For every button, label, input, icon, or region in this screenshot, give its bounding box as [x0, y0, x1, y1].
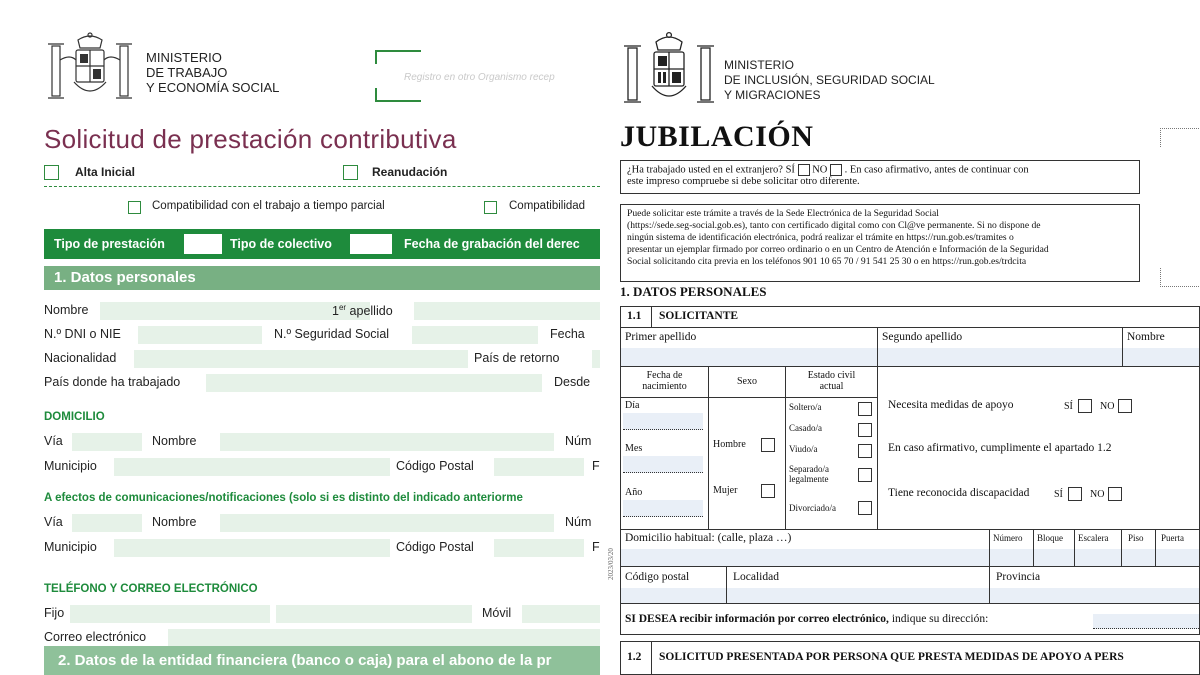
sexo-cell — [708, 366, 786, 530]
provincia-label: Provincia — [996, 571, 1041, 583]
escalera-field[interactable] — [1075, 549, 1121, 566]
registry-bracket-bottom — [375, 88, 421, 102]
bloque-field[interactable] — [1034, 549, 1074, 566]
mes-field[interactable] — [623, 456, 703, 473]
ministry-name — [146, 50, 279, 95]
piso-cell — [1121, 529, 1156, 567]
ministry-line-3: Y ECONOMÍA SOCIAL — [146, 80, 280, 95]
mes-label: Mes — [625, 443, 643, 454]
municipio-field[interactable] — [114, 458, 390, 476]
notificaciones-heading: A efectos de comunicaciones/notificaciones (solo si es distinto del indicado anteriorme — [44, 492, 523, 504]
codigo-postal-cell — [620, 566, 727, 604]
ministry-line-2: DE TRABAJO — [146, 65, 228, 80]
fecha-nacimiento-cell — [620, 366, 709, 530]
alta-inicial-checkbox[interactable] — [44, 165, 59, 180]
sub-1-1-label: SOLICITANTE — [659, 310, 739, 322]
domicilio-f-label: F — [592, 459, 600, 473]
fecha-label: Fecha — [550, 327, 585, 341]
coat-of-arms-icon — [44, 30, 136, 110]
right-document — [600, 0, 1200, 675]
section-2-title: 2. Datos de la entidad financiera (banco o caja) para el abono de la pr — [58, 652, 552, 669]
movil-label: Móvil — [482, 606, 512, 620]
tipo-colectivo-label: Tipo de colectivo — [230, 237, 332, 251]
ministry-name — [724, 58, 935, 103]
nombre-field[interactable] — [100, 302, 370, 320]
dia-field[interactable] — [623, 413, 703, 430]
sexo-header: Sexo — [737, 376, 757, 387]
notif-municipio-field[interactable] — [114, 539, 390, 557]
via-label: Vía — [44, 434, 63, 448]
numero-label: Número — [993, 533, 1023, 543]
codigo-postal-field[interactable] — [621, 588, 726, 603]
domicilio-via-row — [44, 431, 600, 453]
anio-label: Año — [625, 487, 643, 498]
alta-inicial-label: Alta Inicial — [75, 165, 136, 179]
ministry-line-2: DE INCLUSIÓN, SEGURIDAD SOCIAL — [724, 73, 935, 87]
extranjero-no-checkbox[interactable] — [830, 164, 842, 176]
estado-civil-cell — [785, 366, 878, 530]
cp-label: Código Postal — [396, 459, 474, 473]
registry-bracket-bottom — [1160, 268, 1200, 287]
email-field[interactable] — [1093, 614, 1199, 629]
form-title: Solicitud de prestación contributiva — [44, 124, 457, 154]
notif-municipio-row — [44, 537, 600, 559]
escalera-cell — [1074, 529, 1122, 567]
ministry-line-1: MINISTERIO — [146, 50, 222, 65]
apoyo-cell — [877, 366, 1200, 530]
domicilio-nombre-field[interactable] — [220, 433, 554, 451]
nss-label: N.º Seguridad Social — [274, 327, 390, 341]
segundo-apellido-cell — [877, 327, 1123, 367]
sub-1-1-divider — [651, 307, 652, 327]
coat-of-arms-icon — [622, 30, 716, 112]
sede-line-2: (https://sede.seg-social.gob.es), tanto con certificado digital como con Cl@ve permanente. Si no dispone de — [627, 220, 1041, 231]
sub-1-2-number: 1.2 — [627, 651, 642, 663]
section-1-header — [44, 266, 600, 290]
primer-apellido-cell — [620, 327, 878, 367]
notif-via-row — [44, 512, 600, 534]
piso-field[interactable] — [1122, 549, 1155, 566]
email-label-rest: indique su dirección: — [888, 613, 989, 625]
hombre-label: Hombre — [713, 439, 746, 450]
bloque-cell — [1033, 529, 1075, 567]
fecha-divider — [621, 397, 708, 398]
dni-field[interactable] — [138, 326, 262, 344]
viudo-checkbox[interactable] — [858, 444, 872, 458]
notif-via-field[interactable] — [72, 514, 142, 532]
estado-civil-line-1: Estado civil — [807, 370, 856, 381]
contacto-heading: TELÉFONO Y CORREO ELECTRÓNICO — [44, 583, 258, 595]
domicilio-field[interactable] — [621, 549, 989, 566]
nacionalidad-row — [44, 348, 600, 370]
fecha-grabacion-label: Fecha de grabación del derec — [404, 237, 580, 251]
ministry-line-3: Y MIGRACIONES — [724, 88, 821, 102]
separado-label: Separado/a legalmente — [789, 464, 829, 484]
mujer-label: Mujer — [713, 485, 738, 496]
nombre-field[interactable] — [1123, 348, 1199, 366]
compat-other-label: Compatibilidad — [509, 200, 586, 212]
fecha-nacimiento-header — [621, 370, 708, 392]
apellido1-number: 1 — [332, 304, 339, 319]
discapacidad-label: Tiene reconocida discapacidad — [888, 487, 1030, 499]
discapacidad-si-checkbox[interactable] — [1068, 487, 1082, 501]
section-1-title: 1. Datos personales — [54, 269, 196, 286]
section-2-header — [44, 646, 600, 675]
apoyo-no-checkbox[interactable] — [1118, 399, 1132, 413]
via-field[interactable] — [72, 433, 142, 451]
apoyo-label: Necesita medidas de apoyo — [888, 399, 1014, 411]
sub-1-1-header — [620, 306, 1200, 328]
soltero-checkbox[interactable] — [858, 402, 872, 416]
tipo-prestacion-field[interactable] — [184, 234, 222, 254]
sub-1-1-number: 1.1 — [627, 310, 642, 322]
pais-retorno-label: País de retorno — [474, 351, 560, 365]
fijo-field-2[interactable] — [276, 605, 472, 623]
pais-trabajado-row — [44, 372, 600, 394]
notif-via-label: Vía — [44, 515, 63, 529]
tipo-prestacion-label: Tipo de prestación — [54, 237, 165, 251]
cp-field[interactable] — [494, 458, 584, 476]
notif-cp-field[interactable] — [494, 539, 584, 557]
dia-label: Día — [625, 400, 640, 411]
sub-1-2-label: SOLICITUD PRESENTADA POR PERSONA QUE PRESTA MEDIDAS DE APOYO A PERS — [659, 651, 1124, 663]
dashed-divider — [44, 186, 600, 187]
anio-field[interactable] — [623, 500, 703, 517]
reanudacion-label: Reanudación — [372, 165, 448, 179]
divorciado-label: Divorciado/a — [789, 503, 836, 513]
email-label-bold: SI DESEA recibir información por correo electrónico, — [625, 613, 889, 625]
divorciado-checkbox[interactable] — [858, 501, 872, 515]
nombre-label: Nombre — [44, 303, 89, 317]
correo-field[interactable] — [168, 629, 600, 647]
ministry-line-1: MINISTERIO — [724, 58, 795, 72]
sede-line-4: presentar un ejemplar firmado por correo ordinario o en un Centro de Atención e Información de la Seguridad — [627, 244, 1049, 255]
correo-label: Correo electrónico — [44, 630, 147, 644]
nacionalidad-label: Nacionalidad — [44, 351, 117, 365]
side-code: 2023/03/20 — [607, 548, 615, 580]
discapacidad-si-label: SÍ — [1054, 489, 1063, 500]
puerta-cell — [1155, 529, 1200, 567]
pais-trabajado-field[interactable] — [206, 374, 542, 392]
extranjero-no-label: NO — [812, 164, 828, 176]
numero-label: Núm — [565, 434, 592, 448]
compat-parcial-label: Compatibilidad con el trabajo a tiempo parcial — [152, 200, 385, 212]
extranjero-si-checkbox[interactable] — [798, 164, 810, 176]
pais-retorno-field[interactable] — [592, 350, 600, 368]
municipio-row — [44, 456, 600, 478]
nombre-cell — [1122, 327, 1200, 367]
bloque-label: Bloque — [1037, 533, 1063, 543]
municipio-label: Municipio — [44, 459, 97, 473]
nombre-label: Nombre — [1127, 331, 1165, 343]
notif-f-label: F — [592, 540, 600, 554]
notif-nombre-label: Nombre — [152, 515, 197, 529]
domicilio-cell — [620, 529, 990, 567]
movil-field[interactable] — [522, 605, 600, 623]
compat-other-checkbox[interactable] — [484, 201, 497, 214]
pais-trabajado-label: País donde ha trabajado — [44, 375, 181, 389]
dni-row — [44, 324, 600, 346]
domicilio-label: Domicilio habitual: (calle, plaza …) — [625, 532, 792, 544]
compat-parcial-checkbox[interactable] — [128, 201, 141, 214]
segundo-apellido-label: Segundo apellido — [882, 331, 963, 343]
fijo-field[interactable] — [70, 605, 270, 623]
escalera-label: Escalera — [1078, 533, 1109, 543]
extranjero-line-1 — [627, 164, 1133, 176]
apoyo-no-label: NO — [1100, 401, 1115, 412]
sub-1-2-divider — [651, 642, 652, 674]
apellido1-superscript: er — [338, 303, 347, 312]
apellido1-label — [332, 303, 393, 318]
notif-cp-label: Código Postal — [396, 540, 474, 554]
domicilio-nombre-label: Nombre — [152, 434, 197, 448]
email-cell — [620, 603, 1200, 635]
casado-checkbox[interactable] — [858, 423, 872, 437]
nombre-row — [44, 300, 600, 322]
apoyo-si-label: SÍ — [1064, 401, 1073, 412]
fijo-label: Fijo — [44, 606, 65, 620]
sub-1-2-header — [620, 641, 1200, 675]
localidad-field[interactable] — [727, 588, 989, 603]
extranjero-question: ¿Ha trabajado usted en el extranjero? SÍ — [627, 164, 795, 176]
estado-civil-header — [786, 370, 877, 392]
puerta-label: Puerta — [1161, 533, 1184, 543]
segundo-apellido-field[interactable] — [878, 348, 1122, 366]
estado-divider — [786, 397, 877, 398]
separado-checkbox[interactable] — [858, 468, 872, 482]
sede-line-5: Social solicitando cita previa en los teléfonos 901 10 65 70 / 91 541 25 30 o en https://run.gob.es/trdcita — [627, 256, 1027, 267]
form-title: JUBILACIÓN — [620, 120, 814, 153]
discapacidad-no-label: NO — [1090, 489, 1105, 500]
extranjero-box — [620, 160, 1140, 194]
desde-label: Desde — [554, 375, 591, 389]
domicilio-heading: DOMICILIO — [44, 411, 105, 423]
soltero-label: Soltero/a — [789, 402, 822, 412]
provincia-field[interactable] — [990, 588, 1199, 603]
casado-label: Casado/a — [789, 423, 822, 433]
nacionalidad-field[interactable] — [134, 350, 468, 368]
codigo-postal-label: Código postal — [625, 571, 690, 583]
discapacidad-no-checkbox[interactable] — [1108, 487, 1122, 501]
estado-civil-line-2: actual — [819, 381, 844, 392]
viudo-label: Viudo/a — [789, 444, 818, 454]
numero-field[interactable] — [990, 549, 1033, 566]
notif-numero-label: Núm — [565, 515, 592, 529]
tipo-colectivo-field[interactable] — [350, 234, 392, 254]
numero-cell — [989, 529, 1034, 567]
apoyo-si-checkbox[interactable] — [1078, 399, 1092, 413]
section-1-title: 1. DATOS PERSONALES — [620, 284, 767, 299]
sede-line-3: ningún sistema de identificación electrónica, podrá realizar el trámite en https://run.gob.es/tramites o — [627, 232, 1014, 243]
apellido1-field[interactable] — [414, 302, 600, 320]
localidad-cell — [726, 566, 990, 604]
telefono-row — [44, 603, 600, 625]
sexo-divider — [709, 397, 785, 398]
piso-label: Piso — [1128, 533, 1144, 543]
registry-bracket-top — [1160, 128, 1200, 147]
primer-apellido-field[interactable] — [621, 348, 877, 366]
puerta-field[interactable] — [1156, 549, 1199, 566]
apellido1-text: apellido — [346, 304, 393, 319]
reanudacion-checkbox[interactable] — [343, 165, 358, 180]
notif-municipio-label: Municipio — [44, 540, 97, 554]
extranjero-rest: . En caso afirmativo, antes de continuar con — [844, 164, 1029, 176]
extranjero-line-2: este impreso compruebe si debe solicitar otro diferente. — [627, 176, 860, 188]
dni-label: N.º DNI o NIE — [44, 327, 121, 341]
localidad-label: Localidad — [733, 571, 779, 583]
notif-nombre-field[interactable] — [220, 514, 554, 532]
sede-line-1: Puede solicitar este trámite a través de la Sede Electrónica de la Seguridad Social — [627, 208, 939, 219]
afirmativo-note: En caso afirmativo, cumplimente el apartado 1.2 — [888, 442, 1112, 454]
nss-field[interactable] — [412, 326, 538, 344]
fecha-nacimiento-line-2: nacimiento — [642, 381, 687, 392]
sede-info-box — [620, 204, 1140, 282]
mujer-checkbox[interactable] — [761, 484, 775, 498]
primer-apellido-label: Primer apellido — [625, 331, 697, 343]
registry-bracket-top — [375, 50, 421, 64]
fecha-nacimiento-line-1: Fecha de — [646, 370, 683, 381]
email-label — [625, 613, 988, 625]
provincia-cell — [989, 566, 1200, 604]
admin-bar — [44, 229, 600, 259]
hombre-checkbox[interactable] — [761, 438, 775, 452]
registry-stamp-text: Registro en otro Organismo recep — [404, 72, 555, 83]
